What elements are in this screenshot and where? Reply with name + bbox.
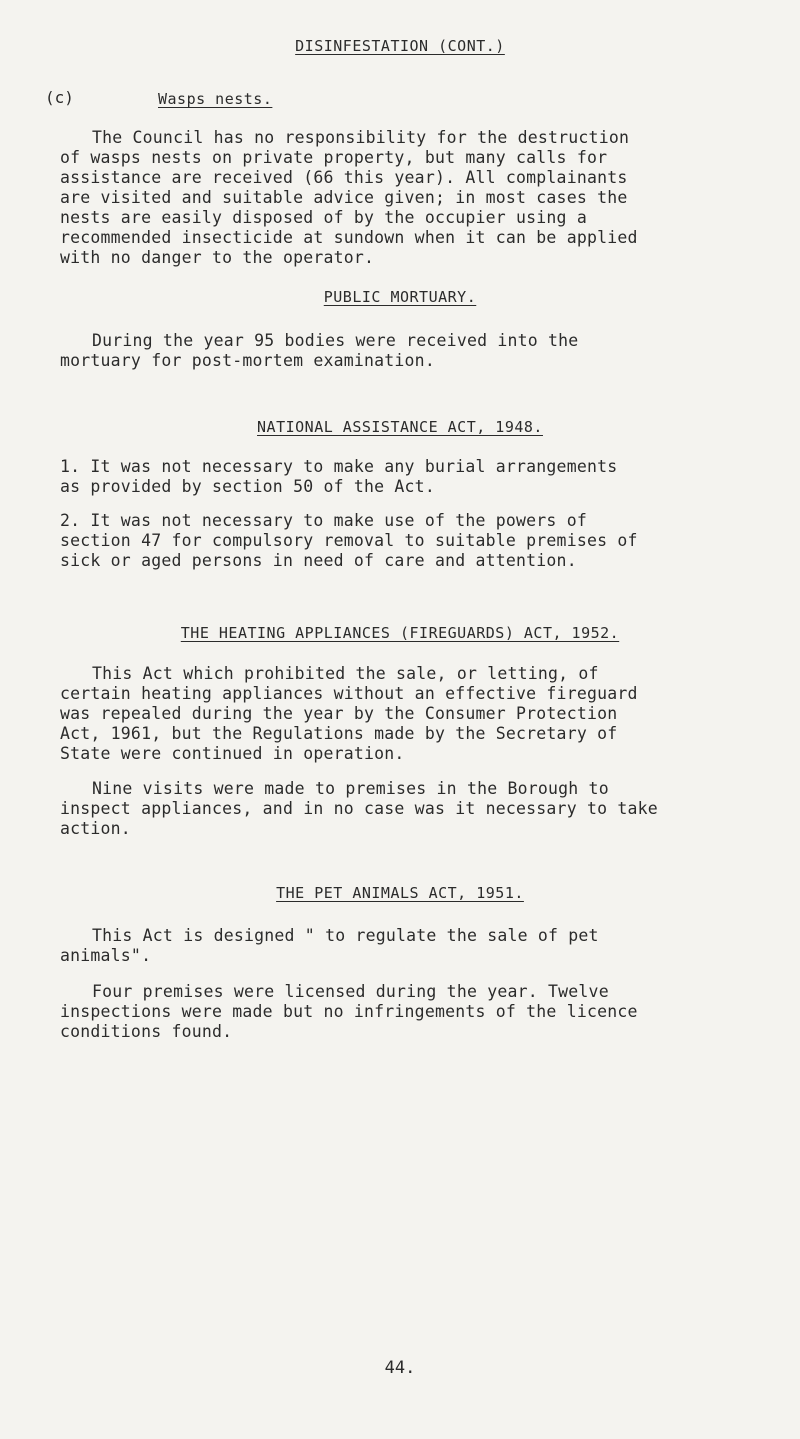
heating-appliances-paragraph-2: Nine visits were made to premises in the Borough to inspect appliances, and in no case was it necessary to take action. [60,779,658,838]
public-mortuary-heading: PUBLIC MORTUARY. [323,288,477,306]
wasps-nests-heading: Wasps nests. [158,90,273,108]
pet-animals-paragraph-2: Four premises were licensed during the year. Twelve inspections were made but no infringements of the licence conditions found. [60,982,638,1041]
pet-animals-heading: THE PET ANIMALS ACT, 1951. [276,884,524,902]
page-title: DISINFESTATION (CONT.) [295,37,505,55]
section-label-c: (c) [45,88,74,107]
national-assistance-item-2: 2. It was not necessary to make use of the powers of section 47 for compulsory removal to suitable premises of sick or aged persons in need of care and attention. [60,511,638,570]
heating-appliances-heading: THE HEATING APPLIANCES (FIREGUARDS) ACT, 1952. [180,624,620,642]
pet-animals-paragraph-1: This Act is designed " to regulate the sale of pet animals". [60,926,599,965]
page-number: 44. [384,1358,416,1378]
public-mortuary-paragraph: During the year 95 bodies were received into the mortuary for post-mortem examination. [60,331,579,370]
wasps-nests-paragraph: The Council has no responsibility for the destruction of wasps nests on private property, but many calls for assistance are received (66 this year). All complainants are visited and suitable advice given; in most cases the nests are easily disposed of by the occupier using a recommended insecticide at sundown when it can be applied with no danger to the operator. [60,128,638,267]
national-assistance-heading: NATIONAL ASSISTANCE ACT, 1948. [257,418,543,436]
heating-appliances-paragraph-1: This Act which prohibited the sale, or letting, of certain heating appliances without an effective fireguard was repealed during the year by the Consumer Protection Act, 1961, but the Regulations made by the Secretary of State were continued in operation. [60,664,638,763]
national-assistance-item-1: 1. It was not necessary to make any burial arrangements as provided by section 50 of the Act. [60,457,618,496]
